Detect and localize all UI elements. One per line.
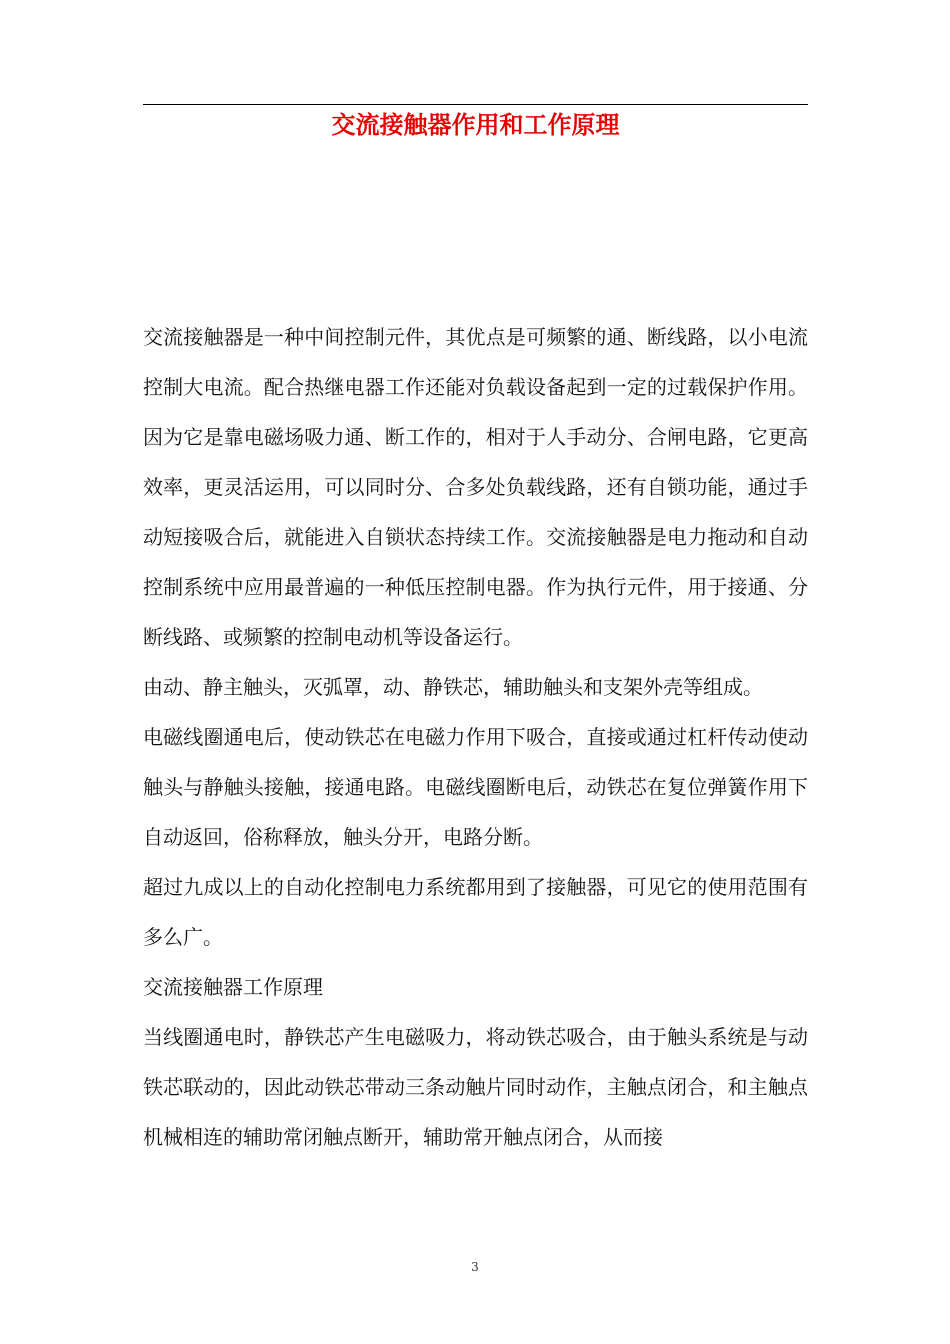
paragraph-usage: 超过九成以上的自动化控制电力系统都用到了接触器，可见它的使用范围有多么广。 — [143, 875, 808, 949]
section-heading: 交流接触器工作原理 — [143, 975, 323, 999]
page-number: 3 — [471, 1260, 479, 1274]
paragraph-intro: 交流接触器是一种中间控制元件，其优点是可频繁的通、断线路，以小电流控制大电流。配合热继电器工作还能对负载设备起到一定的过载保护作用。因为它是靠电磁场吸力通、断工作的，相对于人手动分、合闸电路，它更高效率，更灵活运用，可以同时分、合多处负载线路，还有自锁功能，通过手动短接吸合后，就能进入自锁状态持续工作。交流接触器是电力拖动和自动控制系统中应用最普遍的一种低压控制电器。作为执行元件，用于接通、分断线路、或频繁的控制电动机等设备运行。 — [143, 325, 808, 649]
paragraph-principle: 当线圈通电时，静铁芯产生电磁吸力，将动铁芯吸合，由于触头系统是与动铁芯联动的，因此动铁芯带动三条动触片同时动作，主触点闭合，和主触点机械相连的辅助常闭触点断开，辅助常开触点闭合，从而接 — [143, 1025, 808, 1149]
document-title: 交流接触器作用和工作原理 — [331, 111, 620, 139]
paragraph-components: 由动、静主触头，灭弧罩，动、静铁芯，辅助触头和支架外壳等组成。 — [143, 675, 763, 699]
header-rule — [143, 104, 808, 105]
paragraph-operation: 电磁线圈通电后，使动铁芯在电磁力作用下吸合，直接或通过杠杆传动使动触头与静触头接触，接通电路。电磁线圈断电后，动铁芯在复位弹簧作用下自动返回，俗称释放，触头分开，电路分断。 — [143, 725, 808, 849]
document-body — [143, 312, 808, 1162]
